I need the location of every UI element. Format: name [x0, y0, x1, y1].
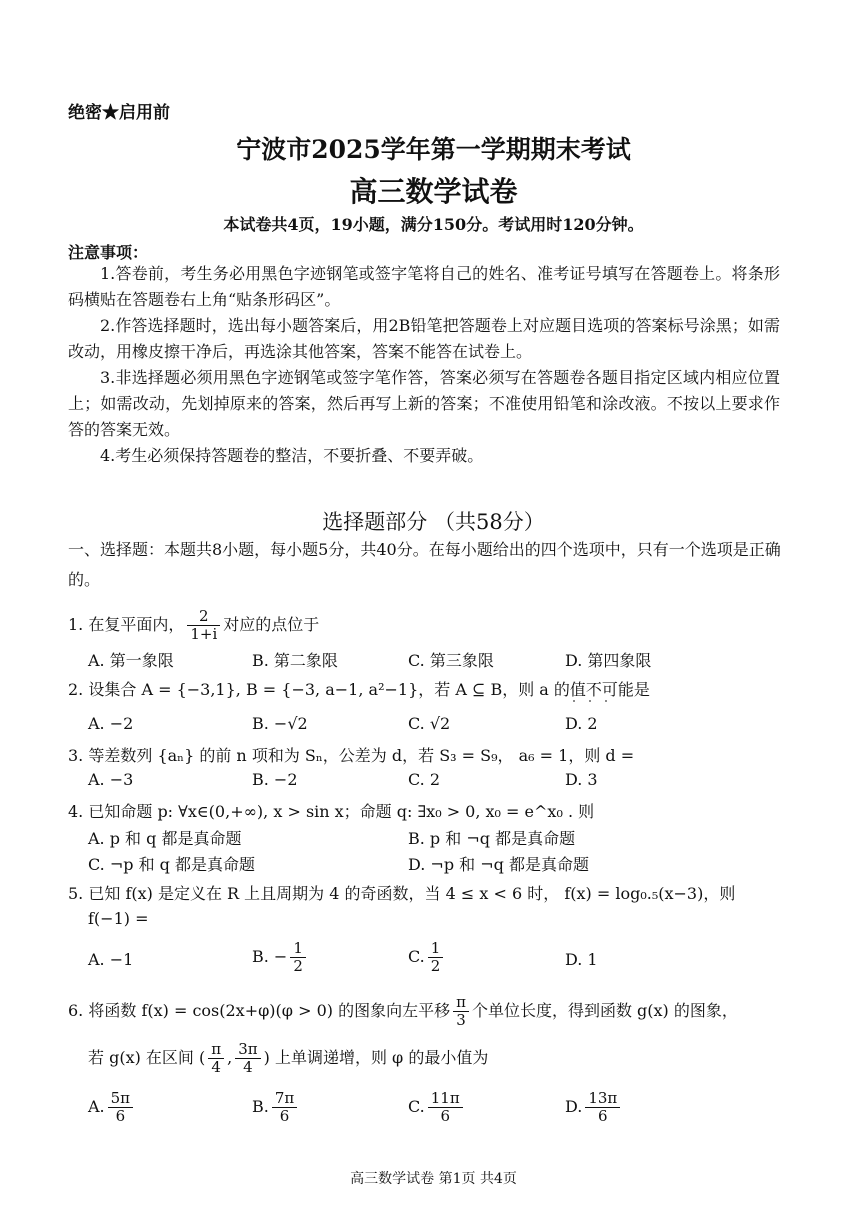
interval-start-fraction — [208, 1041, 224, 1076]
question-2-option-a: A. −2 — [88, 714, 134, 733]
question-4: 4. 已知命题 p: ∀x∈(0,+∞), x > sin x；命题 q: ∃x₀ > 0, x₀ = e^x₀ . 则 — [68, 802, 595, 821]
fraction-denominator: 4 — [211, 1058, 221, 1076]
emphasis-dot — [589, 700, 591, 702]
fraction-numerator: 7π — [272, 1090, 297, 1108]
option-fraction — [428, 1090, 463, 1125]
notice-item-2: 2.作答选择题时，选出每小题答案后，用2B铅笔把答题卷上对应题目选项的答案标号涂黑；如需改动，用橡皮擦干净后，再选涂其他答案，答案不能答在试卷上。 — [68, 316, 780, 361]
question-3-option-c: C. 2 — [408, 770, 441, 789]
exam-info: 本试卷共4页，19小题，满分150分。考试用时120分钟。 — [223, 215, 644, 234]
question-6-text-d: ) 上单调递增，则 φ 的最小值为 — [263, 1048, 489, 1067]
fraction-numerator: π — [208, 1041, 224, 1059]
fraction-numerator: 5π — [108, 1090, 133, 1108]
fraction-numerator: 1 — [428, 940, 444, 958]
page-footer: 高三数学试卷 第1页 共4页 — [350, 1171, 517, 1187]
option-fraction — [290, 940, 306, 975]
question-5-line-1: 5. 已知 f(x) 是定义在 R 上且周期为 4 的奇函数，当 4 ≤ x < 6 时， f(x) = log₀.₅(x−3)，则 — [68, 884, 736, 903]
option-label: A. — [88, 1097, 105, 1116]
fraction-denominator: 2 — [293, 957, 303, 975]
question-6-line-2 — [88, 1041, 488, 1076]
question-2-option-c: C. √2 — [408, 714, 451, 733]
option-fraction — [108, 1090, 133, 1125]
question-1-suffix: 对应的点位于 — [223, 615, 320, 634]
interval-separator: , — [227, 1048, 233, 1067]
question-5-option-c — [408, 940, 446, 975]
section-title: 选择题部分 （共58分） — [322, 510, 545, 534]
question-6-text-c: 若 g(x) 在区间 ( — [88, 1048, 206, 1067]
interval-end-fraction — [235, 1041, 260, 1076]
question-2: 2. 设集合 A = {−3,1}, B = {−3, a−1, a²−1}，若 A ⊆ B，则 a 的值不可能是 — [68, 680, 650, 699]
question-4-option-d: D. ¬p 和 ¬q 都是真命题 — [408, 855, 589, 874]
question-3-option-b: B. −2 — [252, 770, 298, 789]
question-1-option-d: D. 第四象限 — [565, 651, 652, 670]
question-1-prefix: 1. 在复平面内， — [68, 615, 185, 634]
question-6-text-b: 个单位长度，得到函数 g(x) 的图象， — [471, 1001, 738, 1020]
emphasis-dot — [573, 700, 575, 702]
question-4-option-b: B. p 和 ¬q 都是真命题 — [408, 829, 576, 848]
confidential-label: 绝密★启用前 — [68, 103, 170, 123]
option-fraction — [585, 1090, 620, 1125]
fraction-denominator: 6 — [598, 1107, 608, 1125]
question-4-option-a: A. p 和 q 都是真命题 — [88, 829, 242, 848]
option-label: C. — [408, 1097, 425, 1116]
option-label: C. — [408, 947, 425, 966]
fraction-denominator: 6 — [440, 1107, 451, 1125]
notice-title: 注意事项： — [68, 243, 149, 262]
question-6-option-a — [88, 1090, 136, 1125]
question-6-option-d — [565, 1090, 623, 1125]
question-5-option-b — [252, 940, 309, 975]
notice-item-1: 1.答卷前，考生务必用黑色字迹钢笔或签字笔将自己的姓名、准考证号填写在答题卷上。将条形码横贴在答题卷右上角“贴条形码区”。 — [68, 264, 780, 309]
fraction-denominator: 3 — [456, 1011, 466, 1029]
exam-subject-title: 高三数学试卷 — [349, 175, 518, 208]
question-6-shift-fraction — [453, 994, 469, 1029]
fraction-denominator: 2 — [430, 957, 441, 975]
fraction-numerator: 11π — [428, 1090, 463, 1108]
option-fraction — [428, 940, 444, 975]
section-intro: 一、选择题：本题共8小题，每小题5分，共40分。在每小题给出的四个选项中，只有一个选项是正确的。 — [68, 540, 781, 589]
fraction-denominator: 4 — [243, 1058, 253, 1076]
option-label: B. — [252, 1097, 269, 1116]
fraction-numerator: π — [453, 994, 469, 1012]
emphasis-dot — [605, 700, 607, 702]
question-1 — [68, 608, 319, 643]
question-1-option-a: A. 第一象限 — [88, 651, 174, 670]
fraction-numerator: 2 — [187, 608, 220, 626]
question-6-line-1 — [68, 994, 738, 1029]
question-1-fraction — [187, 608, 220, 643]
question-4-option-c: C. ¬p 和 q 都是真命题 — [88, 855, 255, 874]
question-5-option-d: D. 1 — [565, 950, 598, 969]
fraction-numerator: 1 — [290, 940, 306, 958]
question-1-option-c: C. 第三象限 — [408, 651, 494, 670]
question-6-text-a: 6. 将函数 f(x) = cos(2x+φ)(φ > 0) 的图象向左平移 — [68, 1001, 451, 1020]
question-3: 3. 等差数列 {aₙ} 的前 n 项和为 Sₙ，公差为 d，若 S₃ = S₉， a₆ = 1，则 d = — [68, 746, 635, 765]
option-label: D. — [565, 1097, 583, 1116]
question-1-option-b: B. 第二象限 — [252, 651, 338, 670]
fraction-numerator: 3π — [235, 1041, 260, 1059]
exam-title: 宁波市2025学年第一学期期末考试 — [236, 135, 631, 164]
question-3-option-d: D. 3 — [565, 770, 598, 789]
notice-item-3: 3.非选择题必须用黑色字迹钢笔或签字笔作答，答案必须写在答题卷各题目指定区域内相应位置上；如需改动，先划掉原来的答案，然后再写上新的答案；不准使用铅笔和涂改液。不按以上要求作答的答案无效。 — [68, 368, 780, 439]
question-5-option-a: A. −1 — [88, 950, 134, 969]
fraction-denominator: 6 — [115, 1107, 126, 1125]
question-2-option-d: D. 2 — [565, 714, 598, 733]
question-6-option-b — [252, 1090, 300, 1125]
fraction-denominator: 6 — [279, 1107, 290, 1125]
notice-item-4: 4.考生必须保持答题卷的整洁，不要折叠、不要弄破。 — [100, 446, 484, 465]
fraction-denominator: 1+i — [190, 625, 218, 643]
question-6-option-c — [408, 1090, 466, 1125]
question-2-option-b: B. −√2 — [252, 714, 308, 733]
question-3-option-a: A. −3 — [88, 770, 134, 789]
fraction-numerator: 13π — [585, 1090, 620, 1108]
option-fraction — [272, 1090, 297, 1125]
option-label: B. − — [252, 947, 288, 966]
question-5-line-2: f(−1) = — [88, 909, 149, 928]
